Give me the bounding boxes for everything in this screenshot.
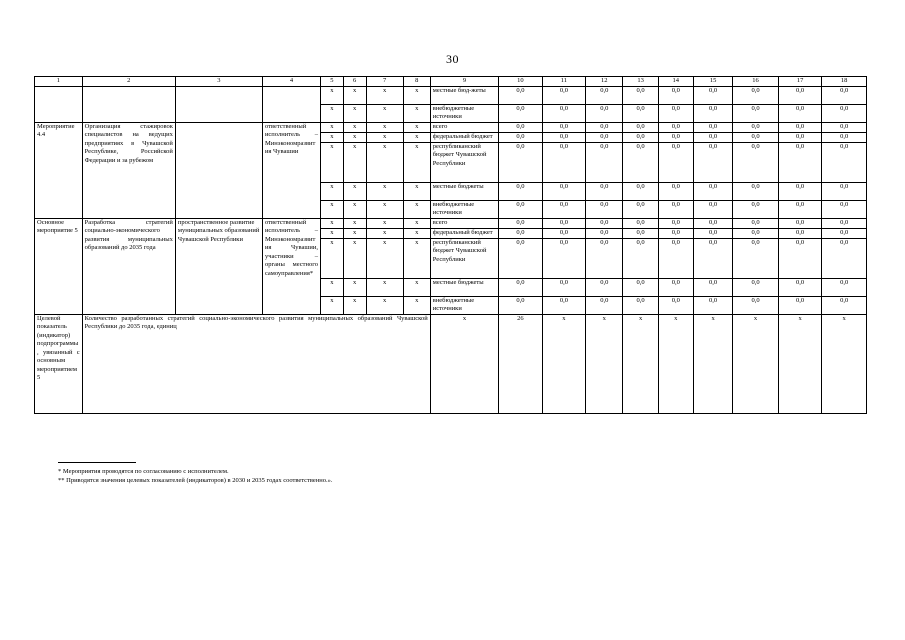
value-cell: 0,0 bbox=[623, 218, 658, 228]
page-number: 30 bbox=[446, 52, 459, 66]
value-cell: 0,0 bbox=[499, 228, 543, 238]
footnote-2: ** Приводятся значения целевых показателей (индикаторов) в 2030 и 2035 годах соответственно.». bbox=[58, 477, 333, 484]
code-cell: x bbox=[403, 296, 430, 314]
code-cell: x bbox=[403, 182, 430, 200]
value-cell: 0,0 bbox=[542, 278, 586, 296]
row-c4-cell bbox=[262, 86, 320, 122]
code-cell: x bbox=[343, 142, 366, 182]
header-cell: 10 bbox=[499, 77, 543, 87]
value-cell: 0,0 bbox=[623, 122, 658, 132]
value-cell: 0,0 bbox=[586, 228, 623, 238]
value-cell: 0,0 bbox=[778, 142, 822, 182]
code-cell: x bbox=[343, 104, 366, 122]
code-cell: x bbox=[366, 200, 403, 218]
value-cell: 0,0 bbox=[586, 218, 623, 228]
indicator-value-cell: x bbox=[623, 314, 658, 413]
value-cell: 0,0 bbox=[693, 238, 732, 278]
funding-source-cell: местные бюд-жеты bbox=[430, 86, 498, 104]
value-cell: 0,0 bbox=[822, 296, 867, 314]
value-cell: 0,0 bbox=[499, 238, 543, 278]
value-cell: 0,0 bbox=[693, 296, 732, 314]
code-cell: x bbox=[366, 182, 403, 200]
code-cell: x bbox=[366, 296, 403, 314]
row-c1-cell bbox=[35, 86, 83, 122]
footnote-1: * Мероприятия проводятся по согласованию с исполнителем. bbox=[58, 468, 229, 475]
value-cell: 0,0 bbox=[623, 132, 658, 142]
row-c4-cell: ответственный исполнитель – Минэкономразвития Чувашии, участники – органы местного самоуправления* bbox=[262, 218, 320, 314]
value-cell: 0,0 bbox=[778, 228, 822, 238]
code-cell: x bbox=[343, 86, 366, 104]
value-cell: 0,0 bbox=[733, 238, 779, 278]
code-cell: x bbox=[366, 142, 403, 182]
value-cell: 0,0 bbox=[733, 218, 779, 228]
code-cell: x bbox=[320, 200, 343, 218]
value-cell: 0,0 bbox=[733, 86, 779, 104]
header-cell: 13 bbox=[623, 77, 658, 87]
code-cell: x bbox=[320, 296, 343, 314]
code-cell: x bbox=[343, 122, 366, 132]
code-cell: x bbox=[320, 122, 343, 132]
header-cell: 3 bbox=[175, 77, 262, 87]
indicator-value-cell: x bbox=[658, 314, 693, 413]
code-cell: x bbox=[403, 104, 430, 122]
header-cell: 5 bbox=[320, 77, 343, 87]
value-cell: 0,0 bbox=[658, 132, 693, 142]
value-cell: 0,0 bbox=[693, 104, 732, 122]
value-cell: 0,0 bbox=[733, 122, 779, 132]
code-cell: x bbox=[366, 228, 403, 238]
table-row bbox=[35, 122, 867, 132]
code-cell: x bbox=[343, 296, 366, 314]
funding-source-cell: всего bbox=[430, 122, 498, 132]
value-cell: 0,0 bbox=[499, 132, 543, 142]
header-cell: 2 bbox=[82, 77, 175, 87]
value-cell: 0,0 bbox=[778, 182, 822, 200]
value-cell: 0,0 bbox=[499, 218, 543, 228]
value-cell: 0,0 bbox=[733, 296, 779, 314]
value-cell: 0,0 bbox=[499, 104, 543, 122]
indicator-code-cell: x bbox=[430, 314, 498, 413]
code-cell: x bbox=[320, 86, 343, 104]
value-cell: 0,0 bbox=[499, 296, 543, 314]
value-cell: 0,0 bbox=[586, 132, 623, 142]
indicator-label-cell: Целевой показатель (индикатор) подпрограммы, увязанный с основным мероприятием 5 bbox=[35, 314, 83, 413]
value-cell: 0,0 bbox=[693, 132, 732, 142]
value-cell: 0,0 bbox=[658, 200, 693, 218]
row-c1-cell: Мероприятие 4.4 bbox=[35, 122, 83, 218]
code-cell: x bbox=[403, 122, 430, 132]
value-cell: 0,0 bbox=[499, 86, 543, 104]
code-cell: x bbox=[403, 238, 430, 278]
code-cell: x bbox=[366, 86, 403, 104]
indicator-value-cell: x bbox=[822, 314, 867, 413]
row-c1-cell: Основное мероприятие 5 bbox=[35, 218, 83, 314]
code-cell: x bbox=[343, 132, 366, 142]
value-cell: 0,0 bbox=[658, 86, 693, 104]
funding-source-cell: внебюджетные источники bbox=[430, 104, 498, 122]
value-cell: 0,0 bbox=[658, 182, 693, 200]
value-cell: 0,0 bbox=[542, 238, 586, 278]
code-cell: x bbox=[343, 200, 366, 218]
value-cell: 0,0 bbox=[586, 200, 623, 218]
value-cell: 0,0 bbox=[733, 278, 779, 296]
value-cell: 0,0 bbox=[542, 182, 586, 200]
value-cell: 0,0 bbox=[778, 200, 822, 218]
footnotes bbox=[58, 462, 333, 485]
row-c4-cell: ответственный исполнитель – Минэкономразвития Чувашии bbox=[262, 122, 320, 218]
row-c2-cell: Разработка стратегий социально-экономического развития муниципальных образований до 2035 года bbox=[82, 218, 175, 314]
row-c3-cell: пространственное развитие муниципальных образований Чувашской Республики bbox=[175, 218, 262, 314]
indicator-value-cell: 26 bbox=[499, 314, 543, 413]
row-c3-cell bbox=[175, 122, 262, 218]
row-c3-cell bbox=[175, 86, 262, 122]
table-header bbox=[35, 77, 867, 87]
value-cell: 0,0 bbox=[623, 142, 658, 182]
funding-source-cell: местные бюджеты bbox=[430, 182, 498, 200]
code-cell: x bbox=[320, 132, 343, 142]
indicator-value-cell: x bbox=[778, 314, 822, 413]
code-cell: x bbox=[320, 218, 343, 228]
value-cell: 0,0 bbox=[542, 122, 586, 132]
code-cell: x bbox=[320, 278, 343, 296]
code-cell: x bbox=[403, 218, 430, 228]
code-cell: x bbox=[366, 278, 403, 296]
code-cell: x bbox=[366, 122, 403, 132]
header-cell: 15 bbox=[693, 77, 732, 87]
value-cell: 0,0 bbox=[542, 296, 586, 314]
row-c2-cell: Организация стажировок специалистов на ведущих предприятиях в Чувашской Республике, Российской Федерации и за рубежом bbox=[82, 122, 175, 218]
value-cell: 0,0 bbox=[542, 228, 586, 238]
value-cell: 0,0 bbox=[499, 142, 543, 182]
value-cell: 0,0 bbox=[733, 182, 779, 200]
value-cell: 0,0 bbox=[733, 104, 779, 122]
header-cell: 12 bbox=[586, 77, 623, 87]
value-cell: 0,0 bbox=[778, 296, 822, 314]
code-cell: x bbox=[403, 278, 430, 296]
value-cell: 0,0 bbox=[586, 278, 623, 296]
header-cell: 8 bbox=[403, 77, 430, 87]
value-cell: 0,0 bbox=[542, 104, 586, 122]
value-cell: 0,0 bbox=[623, 228, 658, 238]
code-cell: x bbox=[343, 182, 366, 200]
value-cell: 0,0 bbox=[623, 200, 658, 218]
value-cell: 0,0 bbox=[778, 218, 822, 228]
value-cell: 0,0 bbox=[623, 296, 658, 314]
footnote-divider bbox=[58, 462, 136, 463]
value-cell: 0,0 bbox=[542, 132, 586, 142]
code-cell: x bbox=[320, 182, 343, 200]
funding-source-cell: внебюджетные источники bbox=[430, 296, 498, 314]
header-cell: 6 bbox=[343, 77, 366, 87]
value-cell: 0,0 bbox=[658, 278, 693, 296]
code-cell: x bbox=[343, 228, 366, 238]
value-cell: 0,0 bbox=[586, 142, 623, 182]
value-cell: 0,0 bbox=[822, 238, 867, 278]
value-cell: 0,0 bbox=[658, 218, 693, 228]
indicator-description-cell: Количество разработанных стратегий социально-экономического развития муниципальных образований Чувашской Республики до 2035 года, единиц bbox=[82, 314, 430, 413]
value-cell: 0,0 bbox=[623, 278, 658, 296]
value-cell: 0,0 bbox=[499, 182, 543, 200]
value-cell: 0,0 bbox=[822, 182, 867, 200]
header-cell: 16 bbox=[733, 77, 779, 87]
value-cell: 0,0 bbox=[693, 278, 732, 296]
value-cell: 0,0 bbox=[778, 132, 822, 142]
value-cell: 0,0 bbox=[778, 238, 822, 278]
funding-source-cell: федеральный бюджет bbox=[430, 132, 498, 142]
value-cell: 0,0 bbox=[623, 238, 658, 278]
value-cell: 0,0 bbox=[499, 200, 543, 218]
value-cell: 0,0 bbox=[822, 86, 867, 104]
indicator-value-cell: x bbox=[733, 314, 779, 413]
table-row bbox=[35, 218, 867, 228]
value-cell: 0,0 bbox=[586, 296, 623, 314]
code-cell: x bbox=[366, 104, 403, 122]
value-cell: 0,0 bbox=[693, 218, 732, 228]
value-cell: 0,0 bbox=[822, 104, 867, 122]
value-cell: 0,0 bbox=[542, 142, 586, 182]
value-cell: 0,0 bbox=[658, 296, 693, 314]
value-cell: 0,0 bbox=[733, 228, 779, 238]
funding-source-cell: местные бюджеты bbox=[430, 278, 498, 296]
code-cell: x bbox=[403, 132, 430, 142]
value-cell: 0,0 bbox=[733, 142, 779, 182]
funding-source-cell: внебюджетные источники bbox=[430, 200, 498, 218]
value-cell: 0,0 bbox=[693, 200, 732, 218]
code-cell: x bbox=[320, 238, 343, 278]
value-cell: 0,0 bbox=[778, 86, 822, 104]
value-cell: 0,0 bbox=[586, 238, 623, 278]
value-cell: 0,0 bbox=[586, 182, 623, 200]
code-cell: x bbox=[403, 86, 430, 104]
indicator-value-cell: x bbox=[693, 314, 732, 413]
value-cell: 0,0 bbox=[542, 200, 586, 218]
code-cell: x bbox=[366, 218, 403, 228]
value-cell: 0,0 bbox=[623, 182, 658, 200]
code-cell: x bbox=[320, 228, 343, 238]
indicator-value-cell: x bbox=[542, 314, 586, 413]
value-cell: 0,0 bbox=[778, 104, 822, 122]
code-cell: x bbox=[403, 228, 430, 238]
funding-source-cell: федеральный бюджет bbox=[430, 228, 498, 238]
value-cell: 0,0 bbox=[586, 86, 623, 104]
value-cell: 0,0 bbox=[658, 238, 693, 278]
program-table bbox=[34, 76, 867, 414]
value-cell: 0,0 bbox=[822, 122, 867, 132]
header-cell: 9 bbox=[430, 77, 498, 87]
header-cell: 18 bbox=[822, 77, 867, 87]
value-cell: 0,0 bbox=[623, 86, 658, 104]
value-cell: 0,0 bbox=[822, 228, 867, 238]
value-cell: 0,0 bbox=[693, 142, 732, 182]
header-cell: 4 bbox=[262, 77, 320, 87]
header-cell: 14 bbox=[658, 77, 693, 87]
value-cell: 0,0 bbox=[693, 182, 732, 200]
indicator-value-cell: x bbox=[586, 314, 623, 413]
value-cell: 0,0 bbox=[499, 122, 543, 132]
value-cell: 0,0 bbox=[778, 278, 822, 296]
value-cell: 0,0 bbox=[542, 86, 586, 104]
code-cell: x bbox=[366, 238, 403, 278]
value-cell: 0,0 bbox=[623, 104, 658, 122]
funding-source-cell: республиканский бюджет Чувашской Республики bbox=[430, 238, 498, 278]
value-cell: 0,0 bbox=[822, 142, 867, 182]
value-cell: 0,0 bbox=[822, 278, 867, 296]
header-cell: 17 bbox=[778, 77, 822, 87]
code-cell: x bbox=[366, 132, 403, 142]
value-cell: 0,0 bbox=[733, 132, 779, 142]
value-cell: 0,0 bbox=[822, 132, 867, 142]
value-cell: 0,0 bbox=[586, 122, 623, 132]
value-cell: 0,0 bbox=[778, 122, 822, 132]
code-cell: x bbox=[403, 142, 430, 182]
header-cell: 11 bbox=[542, 77, 586, 87]
value-cell: 0,0 bbox=[586, 104, 623, 122]
value-cell: 0,0 bbox=[658, 104, 693, 122]
value-cell: 0,0 bbox=[693, 122, 732, 132]
value-cell: 0,0 bbox=[693, 228, 732, 238]
code-cell: x bbox=[343, 238, 366, 278]
indicator-row bbox=[35, 314, 867, 413]
row-c2-cell bbox=[82, 86, 175, 122]
code-cell: x bbox=[403, 200, 430, 218]
value-cell: 0,0 bbox=[693, 86, 732, 104]
header-row bbox=[35, 77, 867, 87]
value-cell: 0,0 bbox=[822, 218, 867, 228]
value-cell: 0,0 bbox=[822, 200, 867, 218]
value-cell: 0,0 bbox=[658, 122, 693, 132]
table-row bbox=[35, 86, 867, 104]
value-cell: 0,0 bbox=[542, 218, 586, 228]
header-cell: 1 bbox=[35, 77, 83, 87]
value-cell: 0,0 bbox=[733, 200, 779, 218]
code-cell: x bbox=[320, 104, 343, 122]
code-cell: x bbox=[343, 278, 366, 296]
code-cell: x bbox=[343, 218, 366, 228]
value-cell: 0,0 bbox=[658, 142, 693, 182]
header-cell: 7 bbox=[366, 77, 403, 87]
code-cell: x bbox=[320, 142, 343, 182]
funding-source-cell: республиканский бюджет Чувашской Республики bbox=[430, 142, 498, 182]
table-body bbox=[35, 86, 867, 413]
funding-source-cell: всего bbox=[430, 218, 498, 228]
value-cell: 0,0 bbox=[658, 228, 693, 238]
value-cell: 0,0 bbox=[499, 278, 543, 296]
